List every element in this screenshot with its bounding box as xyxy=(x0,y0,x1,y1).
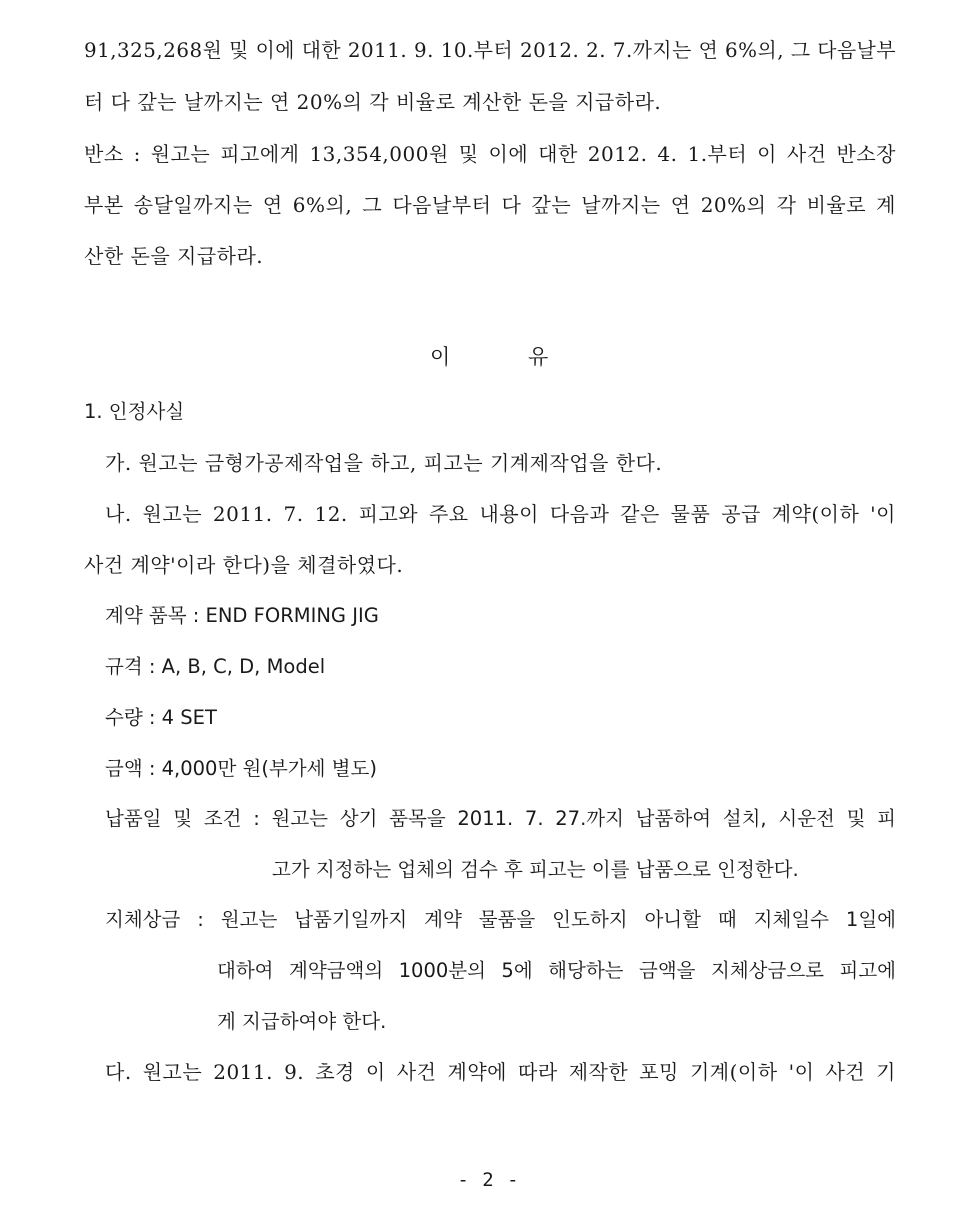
paragraph-na-line-2: 사건 계약'이라 한다)을 체결하였다. xyxy=(84,553,404,577)
counterclaim-line-3: 산한 돈을 지급하라. xyxy=(84,244,264,268)
section-title: 1. 인정사실 xyxy=(84,400,185,423)
page-number: - 2 - xyxy=(457,1169,520,1191)
contract-amount: 금액 : 4,000만 원(부가세 별도) xyxy=(105,757,377,780)
contract-penalty-line-2: 대하여 계약금액의 1000분의 5에 해당하는 금액을 지체상금으로 피고에 xyxy=(217,959,896,982)
order-line-2: 터 다 갚는 날까지는 연 20%의 각 비율로 계산한 돈을 지급하라. xyxy=(84,90,662,114)
heading-char-right: 유 xyxy=(528,345,549,369)
heading-char-left: 이 xyxy=(430,345,451,369)
counterclaim-line-1: 반소 : 원고는 피고에게 13,354,000원 및 이에 대한 2012. 4. 1.부터 이 사건 반소장 xyxy=(84,142,896,166)
paragraph-da-line-1: 다. 원고는 2011. 9. 초경 이 사건 계약에 따라 제작한 포밍 기계(이하 '이 사건 기 xyxy=(105,1060,896,1084)
counterclaim-line-2: 부본 송달일까지는 연 6%의, 그 다음날부터 다 갚는 날까지는 연 20%의 각 비율로 계 xyxy=(84,193,896,217)
contract-spec: 규격 : A, B, C, D, Model xyxy=(105,655,326,678)
contract-delivery-line-2: 고가 지정하는 업체의 검수 후 피고는 이를 납품으로 인정한다. xyxy=(272,858,799,881)
contract-quantity: 수량 : 4 SET xyxy=(105,706,217,729)
contract-penalty-line-1: 지체상금 : 원고는 납품기일까지 계약 물품을 인도하지 아니할 때 지체일수 1일에 xyxy=(105,908,896,931)
paragraph-na-line-1: 나. 원고는 2011. 7. 12. 피고와 주요 내용이 다음과 같은 물품 공급 계약(이하 '이 xyxy=(105,502,896,526)
order-line-1: 91,325,268원 및 이에 대한 2011. 9. 10.부터 2012. 2. 7.까지는 연 6%의, 그 다음날부 xyxy=(84,39,896,62)
contract-penalty-line-3: 게 지급하여야 한다. xyxy=(217,1010,387,1033)
contract-item: 계약 품목 : END FORMING JIG xyxy=(105,604,379,627)
paragraph-ga: 가. 원고는 금형가공제작업을 하고, 피고는 기계제작업을 한다. xyxy=(105,451,663,475)
contract-delivery-line-1: 납품일 및 조건 : 원고는 상기 품목을 2011. 7. 27.까지 납품하여 설치, 시운전 및 피 xyxy=(105,807,896,830)
